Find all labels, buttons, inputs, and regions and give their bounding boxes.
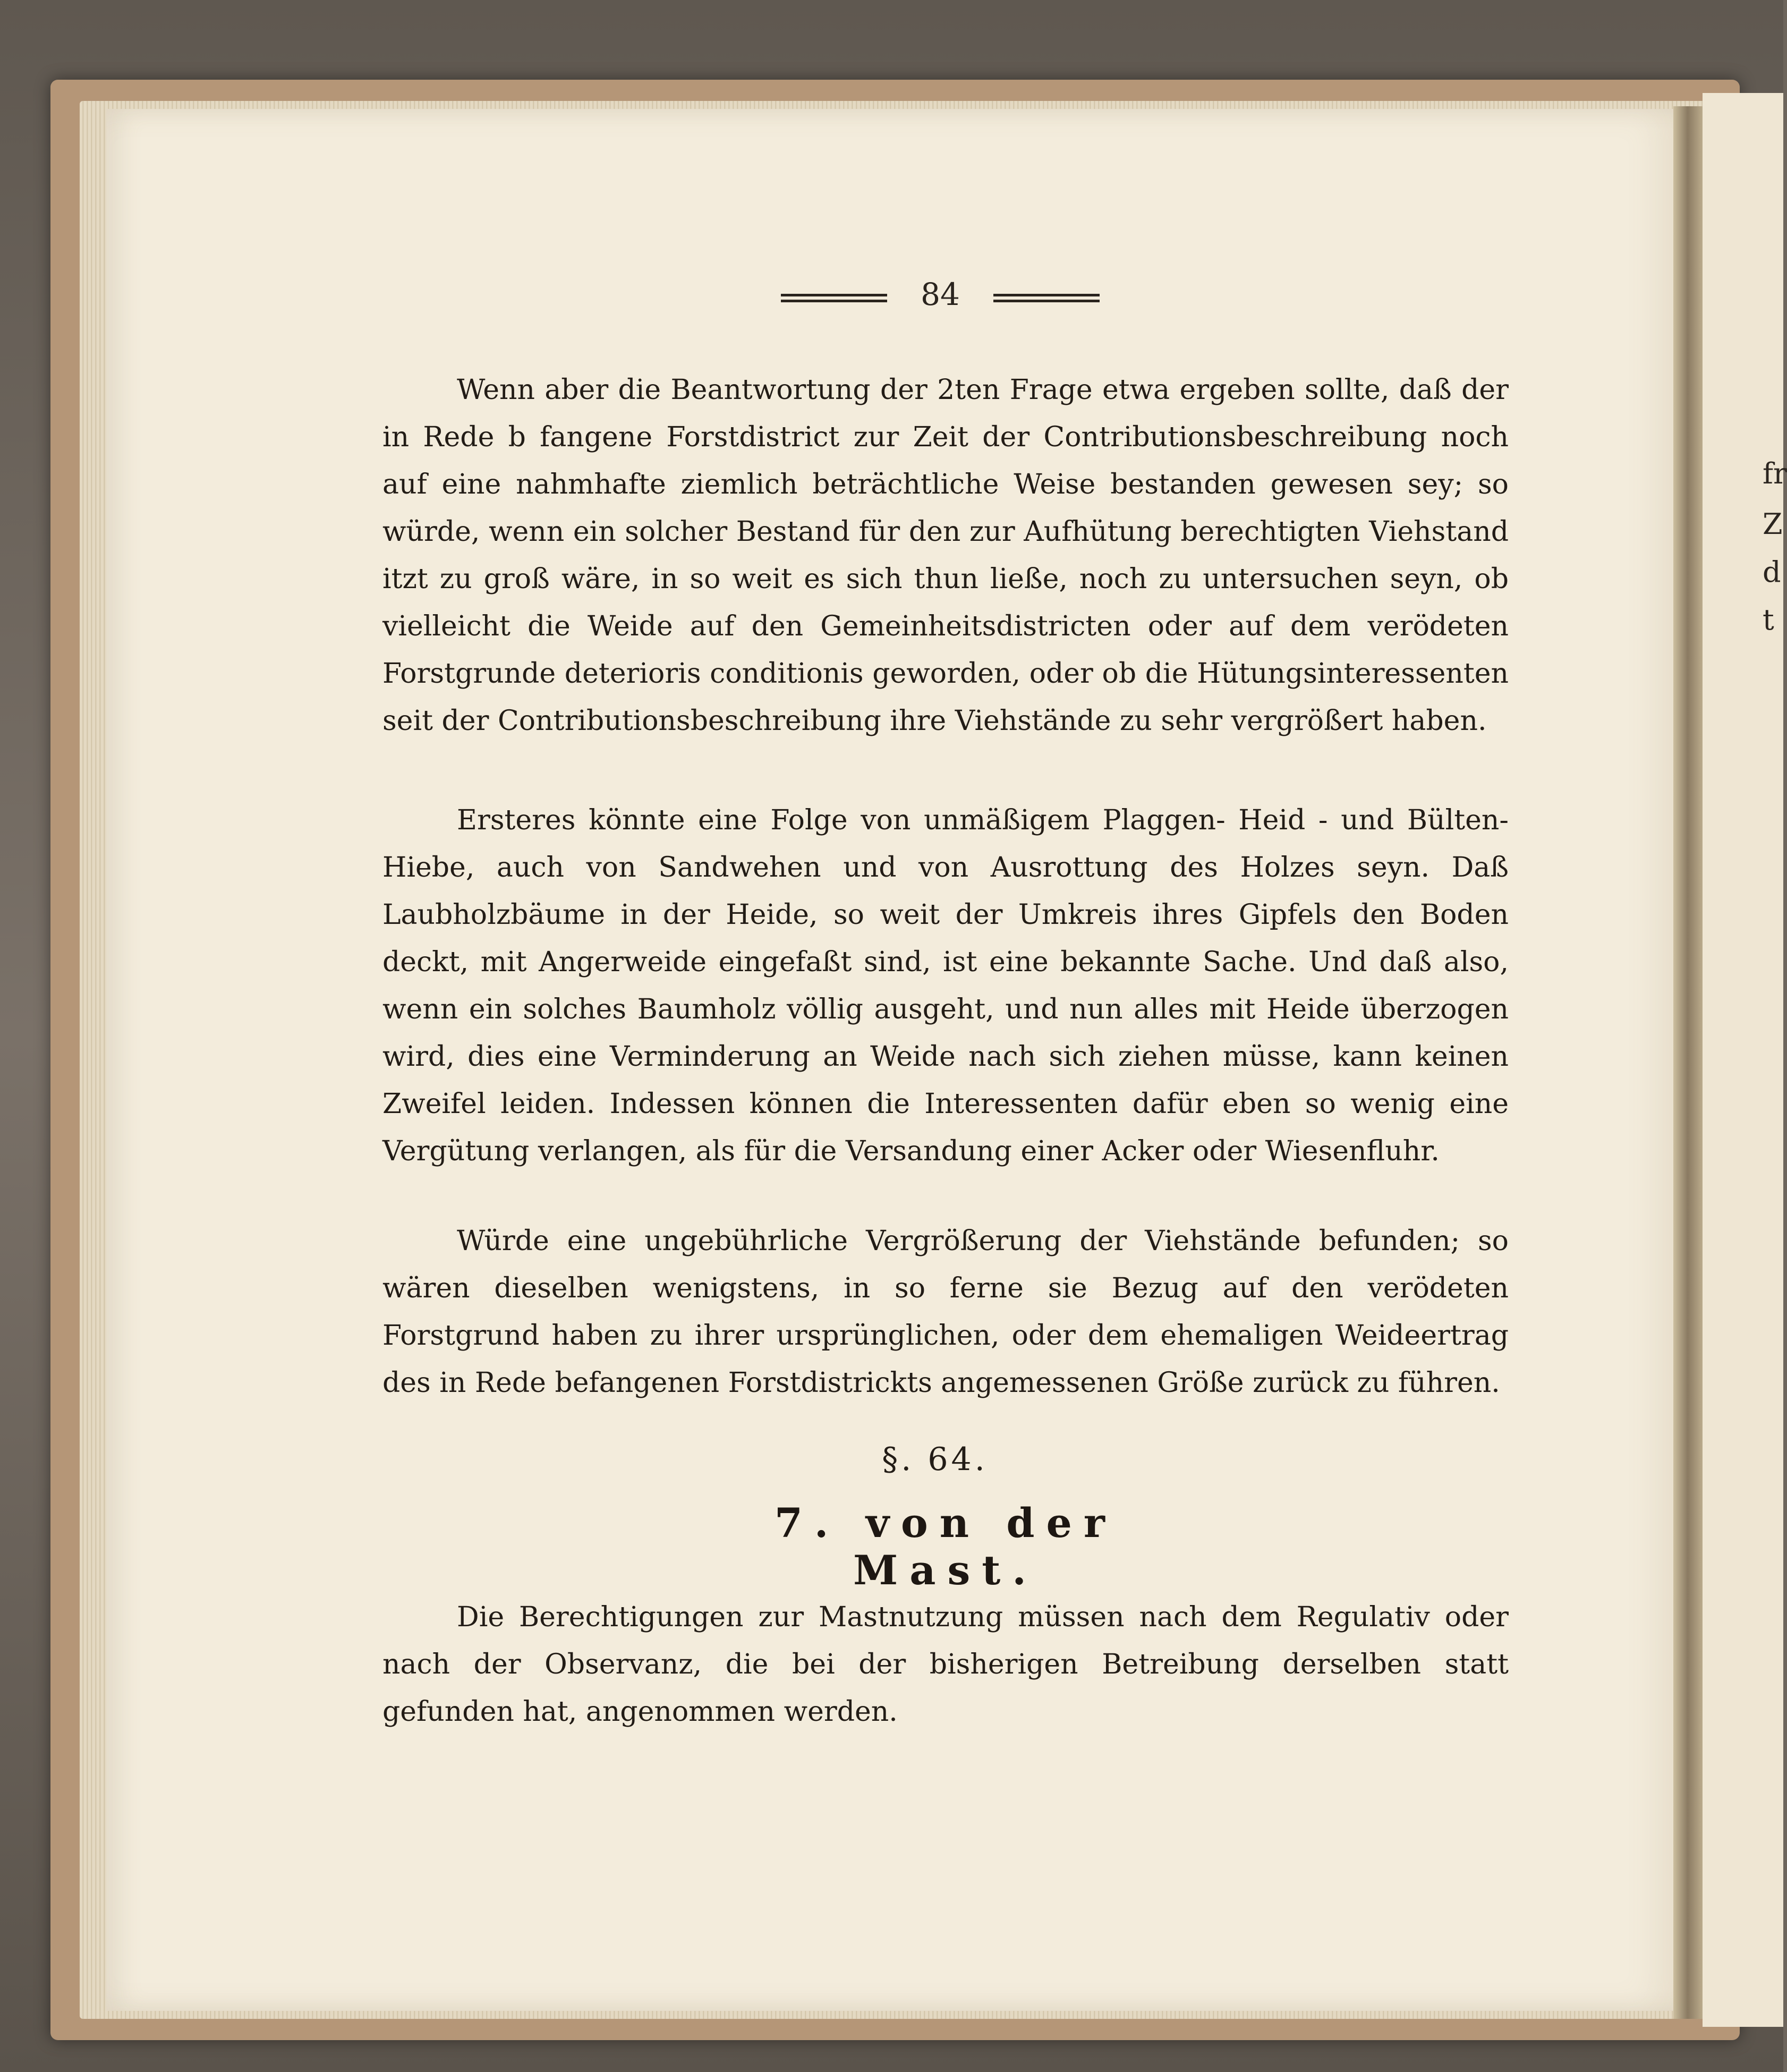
section-title: 7. von der Mast. xyxy=(775,1499,1117,1594)
section-number: §. 64. xyxy=(882,1441,988,1478)
book-gutter xyxy=(1673,106,1705,2019)
paragraph: Wenn aber die Beantwortung der 2ten Frage etwa ergeben sollte, daß der in Rede b fangene Forstdistrict zur Zeit der Contributionsbeschreibung noch auf eine nahmhafte ziemlich beträchtliche Weise bestanden gewesen sey; so würde, wenn ein solcher Bestand für den zur Aufhütung berechtigten Viehstand itzt zu groß wäre, in so weit es sich thun ließe, noch zu untersuchen seyn, ob vielleicht die Weide auf den Gemeinheitsdistricten oder auf dem verödeten Forstgrunde deterioris conditionis geworden, oder ob die Hütungsinteressenten seit der Contributionsbeschreibung ihre Viehstände zu sehr vergrößert haben. xyxy=(382,374,1509,737)
facing-page-fragment: d xyxy=(1763,555,1781,589)
section-paragraph: Die Berechtigungen zur Mastnutzung müssen nach dem Regulativ oder nach der Observanz, die bei der bisherigen Betreibung derselben statt gefunden hat, angenommen werden. xyxy=(382,1601,1509,1728)
header-rule-right xyxy=(993,294,1100,302)
paragraph: Würde eine ungebührliche Vergrößerung der Viehstände befunden; so wären dieselben wenigstens, in so ferne sie Bezug auf den verödeten Forstgrund haben zu ihrer ursprünglichen, oder dem ehemaligen Weideertrag des in Rede befangenen Forstdistrickts angemessenen Größe zurück zu führen. xyxy=(382,1225,1509,1399)
facing-page-fragment: t xyxy=(1763,603,1774,636)
page-number: 84 xyxy=(921,276,960,312)
facing-page-edge xyxy=(1703,93,1783,2027)
paragraph: Ersteres könnte eine Folge von unmäßigem Plaggen- Heid - und Bülten-Hiebe, auch von Sandwehen und von Ausrottung des Holzes seyn. Daß Laubholzbäume in der Heide, so weit der Umkreis ihres Gipfels den Boden deckt, mit Angerweide eingefaßt sind, ist eine bekannte Sache. Und daß also, wenn ein solches Baumholz völlig ausgeht, und nun alles mit Heide überzogen wird, dies eine Verminderung an Weide nach sich ziehen müsse, kann keinen Zweifel leiden. Indessen können die Interessenten dafür eben so wenig eine Vergütung verlangen, als für die Versandung einer Acker oder Wiesenfluhr. xyxy=(382,804,1509,1167)
facing-page-fragment: fr xyxy=(1763,457,1787,490)
page-header xyxy=(781,276,1100,319)
header-rule-left xyxy=(781,294,887,302)
facing-page-fragment: Z xyxy=(1763,507,1783,541)
